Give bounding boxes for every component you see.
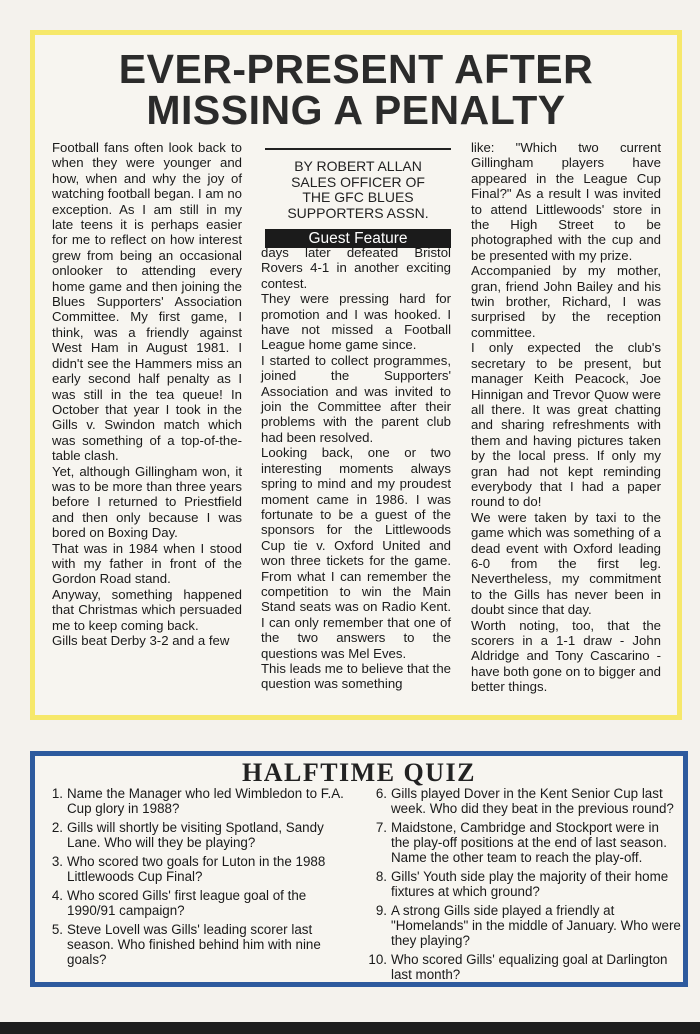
question-text: Maidstone, Cambridge and Stockport were in the play-off positions at the end of last season. Name the other team to reach the play-off. — [391, 820, 667, 865]
quiz-question — [39, 888, 345, 918]
question-text: Who scored Gills' first league goal of the 1990/91 campaign? — [67, 888, 307, 918]
quiz-question — [39, 922, 345, 967]
byline-role: SALES OFFICER OF — [291, 173, 425, 190]
quiz-column-left — [39, 786, 345, 971]
quiz-question — [363, 869, 681, 899]
question-number: 5. — [51, 922, 63, 937]
byline-author: BY ROBERT ALLAN — [294, 158, 422, 174]
article-paragraph: Accompanied by my mother, gran, friend John Bailey and his twin brother, Richard, I was surprised by the reception committee. — [471, 263, 661, 340]
headline-line-2: MISSING A PENALTY — [146, 87, 566, 133]
question-number: 7. — [375, 820, 387, 835]
quiz-question — [363, 952, 681, 982]
byline-org-2: SUPPORTERS ASSN. — [287, 204, 429, 221]
article-paragraph: That was in 1984 when I stood with my father in front of the Gordon Road stand. — [52, 540, 242, 587]
byline-org: THE GFC BLUES — [302, 189, 414, 205]
article-paragraph: Anyway, something happened that Christmas which persuaded me to keep coming back. — [52, 586, 242, 633]
question-text: A strong Gills side played a friendly at "Homelands" in the middle of January. Who were they playing? — [391, 903, 681, 948]
question-number: 9. — [375, 903, 387, 918]
quiz-question — [39, 820, 345, 850]
guest-feature-banner: Guest Feature — [265, 229, 451, 248]
question-text: Name the Manager who led Wimbledon to F.A. Cup glory in 1988? — [67, 786, 344, 816]
question-text: Gills will shortly be visiting Spotland, Sandy Lane. Who will they be playing? — [67, 820, 324, 850]
headline — [35, 46, 677, 133]
question-text: Who scored two goals for Luton in the 1988 Littlewoods Cup Final? — [67, 854, 326, 884]
article-paragraph: I only expected the club's secretary to be present, but manager Keith Peacock, Joe Hinnigan and Trevor Quow were all there. It was great chatting and sharing refreshments with them and having pictures taken by the local press. If only my gran had not kept reminding everybody that I had a paper round to do! — [471, 340, 661, 510]
article-column-1 — [52, 140, 242, 648]
page-bottom-bar — [0, 1022, 700, 1034]
question-number: 2. — [51, 820, 63, 835]
headline-line-1: EVER-PRESENT AFTER — [118, 46, 594, 92]
quiz-question — [363, 903, 681, 948]
article-column-2 — [261, 245, 451, 692]
byline-rule — [265, 148, 451, 150]
article-paragraph: I started to collect programmes, joined the Supporters' Association and was invited to join the Committee after their problems with the parent club had been resolved. — [261, 352, 451, 445]
article-paragraph: Yet, although Gillingham won, it was to be more than three years before I returned to Priestfield and then only because I was bored on Boxing Day. — [52, 463, 242, 541]
quiz-panel — [30, 751, 688, 987]
article-panel — [30, 30, 682, 720]
article-paragraph: Looking back, one or two interesting moments always spring to mind and my proudest moment came in 1986. I was fortunate to be a guest of the sponsors for the Littlewoods Cup tie v. Oxford United and won three tickets for the game. From what I can remember the competition to win the Main Stand seats was on Radio Kent. I can only remember that one of the two answers to the questions was Mel Eves. — [261, 445, 451, 661]
question-number: 3. — [51, 854, 63, 869]
question-number: 4. — [51, 888, 63, 903]
quiz-column-right — [363, 786, 681, 986]
article-paragraph: Football fans often look back to when they were younger and how, when and why the joy of watching football began. I am no exception. As I am still in my late teens it is perhaps easier for me to reflect on how interest grew from being an occasional onlooker to attending every home game and then joining the Blues Supporters' Association Committee. My first game, I think, was a friendly against West Ham in August 1981. I didn't see the Hammers miss an early second half penalty as I was still in the tea queue! In October that year I took in the Gills v. Swindon match which was something of a top-of-the-table clash. — [52, 140, 242, 464]
question-text: Gills' Youth side play the majority of their home fixtures at which ground? — [391, 869, 669, 899]
question-number: 6. — [375, 786, 387, 801]
question-number: 8. — [375, 869, 387, 884]
quiz-question — [39, 854, 345, 884]
question-number: 1. — [51, 786, 63, 801]
article-paragraph: They were pressing hard for promotion and I was hooked. I have not missed a Football League home game since. — [261, 291, 451, 353]
article-column-3 — [471, 140, 661, 695]
article-paragraph: This leads me to believe that the question was something — [261, 660, 451, 692]
question-text: Who scored Gills' equalizing goal at Darlington last month? — [391, 952, 668, 982]
article-paragraph: We were taken by taxi to the game which was something of a dead event with Oxford leading 6-0 from the first leg. Nevertheless, my commitment to the Gills has never been in doubt since that day. — [471, 509, 661, 618]
byline — [265, 159, 451, 221]
question-text: Steve Lovell was Gills' leading scorer last season. Who finished behind him with nine goals? — [67, 922, 321, 967]
article-paragraph: Gills beat Derby 3-2 and a few — [52, 633, 230, 648]
article-paragraph: like: "Which two current Gillingham players have appeared in the League Cup Final?" As a result I was invited to attend Littlewoods' store in the High Street to be photographed with the cup and be presented with my prize. — [471, 140, 661, 263]
article-paragraph: Worth noting, too, that the scorers in a 1-1 draw - John Aldridge and Tony Cascarino - have both gone on to bigger and better things. — [471, 617, 661, 695]
quiz-title: HALFTIME QUIZ — [241, 758, 477, 787]
quiz-question — [363, 786, 681, 816]
question-text: Gills played Dover in the Kent Senior Cup last week. Who did they beat in the previous round? — [391, 786, 674, 816]
quiz-question — [363, 820, 681, 865]
question-number: 10. — [368, 952, 387, 967]
quiz-question — [39, 786, 345, 816]
article-paragraph: days later defeated Bristol Rovers 4-1 in another exciting contest. — [261, 245, 451, 291]
